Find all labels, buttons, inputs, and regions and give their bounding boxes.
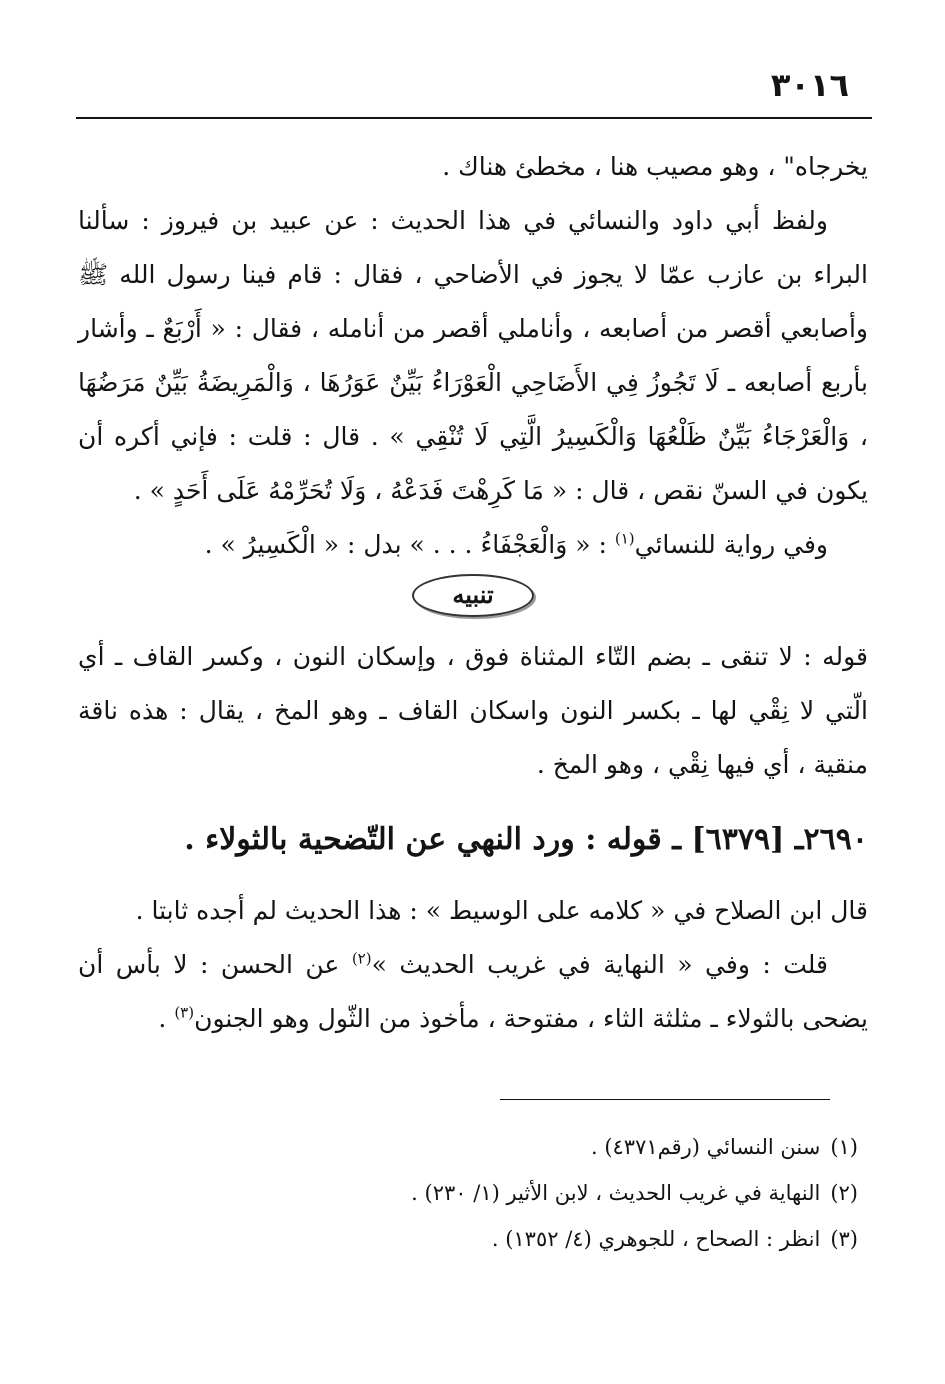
footnote-ref-1: (١) xyxy=(614,529,635,548)
paragraph-ibn-salah: قال ابن الصلاح في « كلامه على الوسيط » : هذا الحديث لم أجده ثابتا . xyxy=(135,896,868,925)
footnote-text: انظر : الصحاح ، للجوهري (٤/ ١٣٥٢) . xyxy=(491,1227,821,1251)
paragraph-continuation: يخرجاه" ، وهو مصيب هنا ، مخطئ هناك . xyxy=(442,152,868,181)
page-number: ٣٠١٦ xyxy=(770,66,849,104)
notice-wrap xyxy=(78,574,868,628)
footnote-number: (٣) xyxy=(830,1227,858,1251)
nasai-text-end: : « وَالْعَجْفَاءُ . . . » بدل : « الْكَسِيرُ » . xyxy=(204,530,615,559)
section-heading: ٢٦٩٠ـ [٦٣٧٩] ـ قوله : ورد النهي عن التّضحية بالثولاء . xyxy=(184,822,868,857)
paragraph-notice: قوله : لا تنقى ـ بضم التّاء المثناة فوق ، وإسكان النون ، وكسر القاف ـ أي الّتي لا نِقْي لها ـ بكسر النون واسكان القاف ـ وهو المخ ، يقال : هذه ناقة منقية ، أي فيها نِقْي ، وهو المخ . xyxy=(78,642,868,779)
footnote-number: (١) xyxy=(830,1135,858,1159)
footnote-ref-3: (٣) xyxy=(174,1003,195,1022)
footnote-ref-2: (٢) xyxy=(351,949,372,968)
footnote-item xyxy=(78,1216,858,1262)
footnote-number: (٢) xyxy=(830,1181,858,1205)
paragraph-abu-dawud: ولفظ أبي داود والنسائي في هذا الحديث : عن عبيد بن فيروز : سألنا البراء بن عازب عمّا لا يجوز في الأضاحي ، فقال : قام فينا رسول الله ﷺ وأصابعي أقصر من أصابعه ، وأناملي أقصر من أنامله ، فقال : « أَرْبَعٌ ـ وأشار بأربع أصابعه ـ لَا تَجُوزُ فِي الأَضَاحِي الْعَوْرَاءُ بَيِّنٌ عَوَرُهَا ، وَالْمَرِيضَةُ بَيِّنٌ مَرَضُهَا ، وَالْعَرْجَاءُ بَيِّنٌ ظَلْعُهَا وَالْكَسِيرُ الَّتِي لَا تُنْقِي » . قال : قلت : فإني أكره أن يكون في السنّ نقص ، قال : « مَا كَرِهْتَ فَدَعْهُ ، وَلَا تُحَرِّمْهُ عَلَى أَحَدٍ » . xyxy=(78,206,868,505)
header-rule xyxy=(76,117,872,119)
footnotes xyxy=(78,1124,858,1262)
notice-badge: تنبيه xyxy=(412,574,533,617)
footnote-text: سنن النسائي (رقم٤٣٧١) . xyxy=(590,1135,821,1159)
footnote-item xyxy=(78,1124,858,1170)
nihaya-text-middle: عن الحسن : لا بأس أن يضحى بالثولاء ـ مثلثة الثاء ، مفتوحة ، مأخوذ من الثّول وهو الجنون xyxy=(78,950,868,1033)
nasai-text: وفي رواية للنسائي xyxy=(634,530,828,559)
nihaya-text: قلت : وفي « النهاية في غريب الحديث » xyxy=(371,950,828,979)
paragraph-nihaya xyxy=(78,938,868,1046)
footnote-item xyxy=(78,1170,858,1216)
footnote-text: النهاية في غريب الحديث ، لابن الأثير (١/ ٢٣٠) . xyxy=(411,1181,821,1205)
footnote-rule xyxy=(500,1099,830,1100)
paragraph-nasai-variant xyxy=(78,518,868,572)
main-text xyxy=(78,140,868,1046)
nihaya-text-end: . xyxy=(158,1004,175,1033)
